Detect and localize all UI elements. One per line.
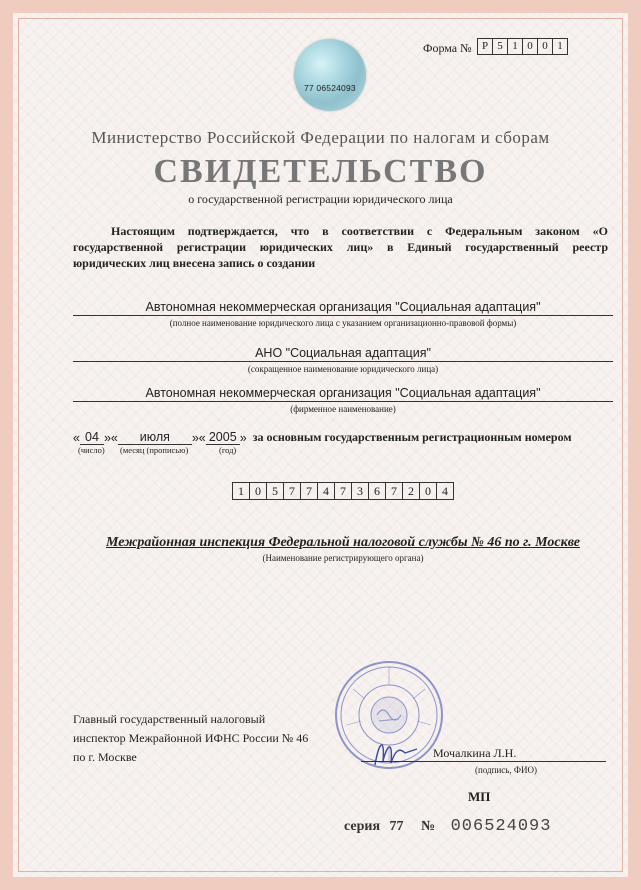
date-month: июля (118, 430, 192, 445)
inspector-title (73, 710, 308, 767)
inspector-line-2: инспектор Межрайонной ИФНС России № 46 (73, 731, 309, 745)
hologram-seal (294, 39, 366, 111)
ogrn-digit: 1 (232, 482, 250, 500)
ogrn-digit: 2 (402, 482, 420, 500)
full-name-value: Автономная некоммерческая организация "Социальная адаптация" (73, 300, 613, 316)
ogrn-number (233, 482, 454, 500)
ogrn-digit: 7 (385, 482, 403, 500)
form-code-digit: 1 (507, 38, 523, 55)
short-name-block (73, 346, 613, 374)
form-code-digit: Р (477, 38, 493, 55)
inspector-line-1: Главный государственный налоговый (73, 712, 266, 726)
signature-caption: (подпись, ФИО) (475, 765, 537, 775)
document-subtitle: о государственной регистрации юридического лица (188, 192, 453, 206)
form-code-digit: 0 (522, 38, 538, 55)
ogrn-digit: 0 (249, 482, 267, 500)
registration-date-row: « 04 »« июля »« 2005 » за основным государственным регистрационным номером (73, 430, 572, 445)
short-name-caption: (сокращенное наименование юридического лица) (247, 364, 439, 374)
statement-paragraph: Настоящим подтверждается, что в соответствии с Федеральным законом «О государственной регистрации юридических лиц» в Единый государственный реестр юридических лиц внесена запись о создании (73, 224, 608, 270)
caption-day: (число) (78, 445, 105, 455)
registering-body-caption: (Наименование регистрирующего органа) (262, 553, 424, 563)
brand-name-value: Автономная некоммерческая организация "Социальная адаптация" (73, 386, 613, 402)
form-code-digit: 1 (552, 38, 568, 55)
inspector-signature (365, 731, 425, 771)
short-name-value: АНО "Социальная адаптация" (73, 346, 613, 362)
brand-name-block (73, 386, 613, 414)
form-code-digit: 5 (492, 38, 508, 55)
ogrn-digit: 7 (283, 482, 301, 500)
ogrn-digit: 7 (300, 482, 318, 500)
caption-month: (месяц (прописью) (120, 445, 189, 455)
date-year: 2005 (206, 430, 240, 445)
full-name-block (73, 300, 613, 328)
ogrn-digit: 5 (266, 482, 284, 500)
inspector-name: Мочалкина Л.Н. (433, 746, 517, 760)
document-title: СВИДЕТЕЛЬСТВО (153, 153, 488, 190)
series-value: 77 (389, 819, 404, 834)
form-code-digit: 0 (537, 38, 553, 55)
hologram-number: 77 06524093 (304, 83, 356, 93)
series-label: серия (344, 819, 381, 834)
caption-year: (год) (219, 445, 237, 455)
form-code (478, 38, 568, 55)
stamp-place-label: МП (468, 789, 491, 804)
ogrn-digit: 4 (436, 482, 454, 500)
brand-name-caption: (фирменное наименование) (290, 404, 396, 414)
ministry-heading: Министерство Российской Федерации по налогам и сборам (91, 128, 550, 147)
date-tail-text: за основным государственным регистрационным номером (252, 430, 572, 444)
number-label: № (421, 819, 436, 834)
signature-line (361, 761, 606, 762)
form-label: Форма № (423, 41, 472, 55)
ogrn-digit: 4 (317, 482, 335, 500)
inspector-line-3: по г. Москве (73, 750, 137, 764)
blank-number: 006524093 (450, 817, 552, 836)
full-name-caption: (полное наименование юридического лица с указанием организационно-правовой формы) (169, 318, 517, 328)
registering-body-name: Межрайонная инспекция Федеральной налоговой службы № 46 по г. Москве (105, 535, 581, 550)
ogrn-digit: 0 (419, 482, 437, 500)
date-day: 04 (80, 430, 104, 445)
ogrn-digit: 7 (334, 482, 352, 500)
series-number (344, 817, 551, 836)
ogrn-digit: 3 (351, 482, 369, 500)
ogrn-digit: 6 (368, 482, 386, 500)
